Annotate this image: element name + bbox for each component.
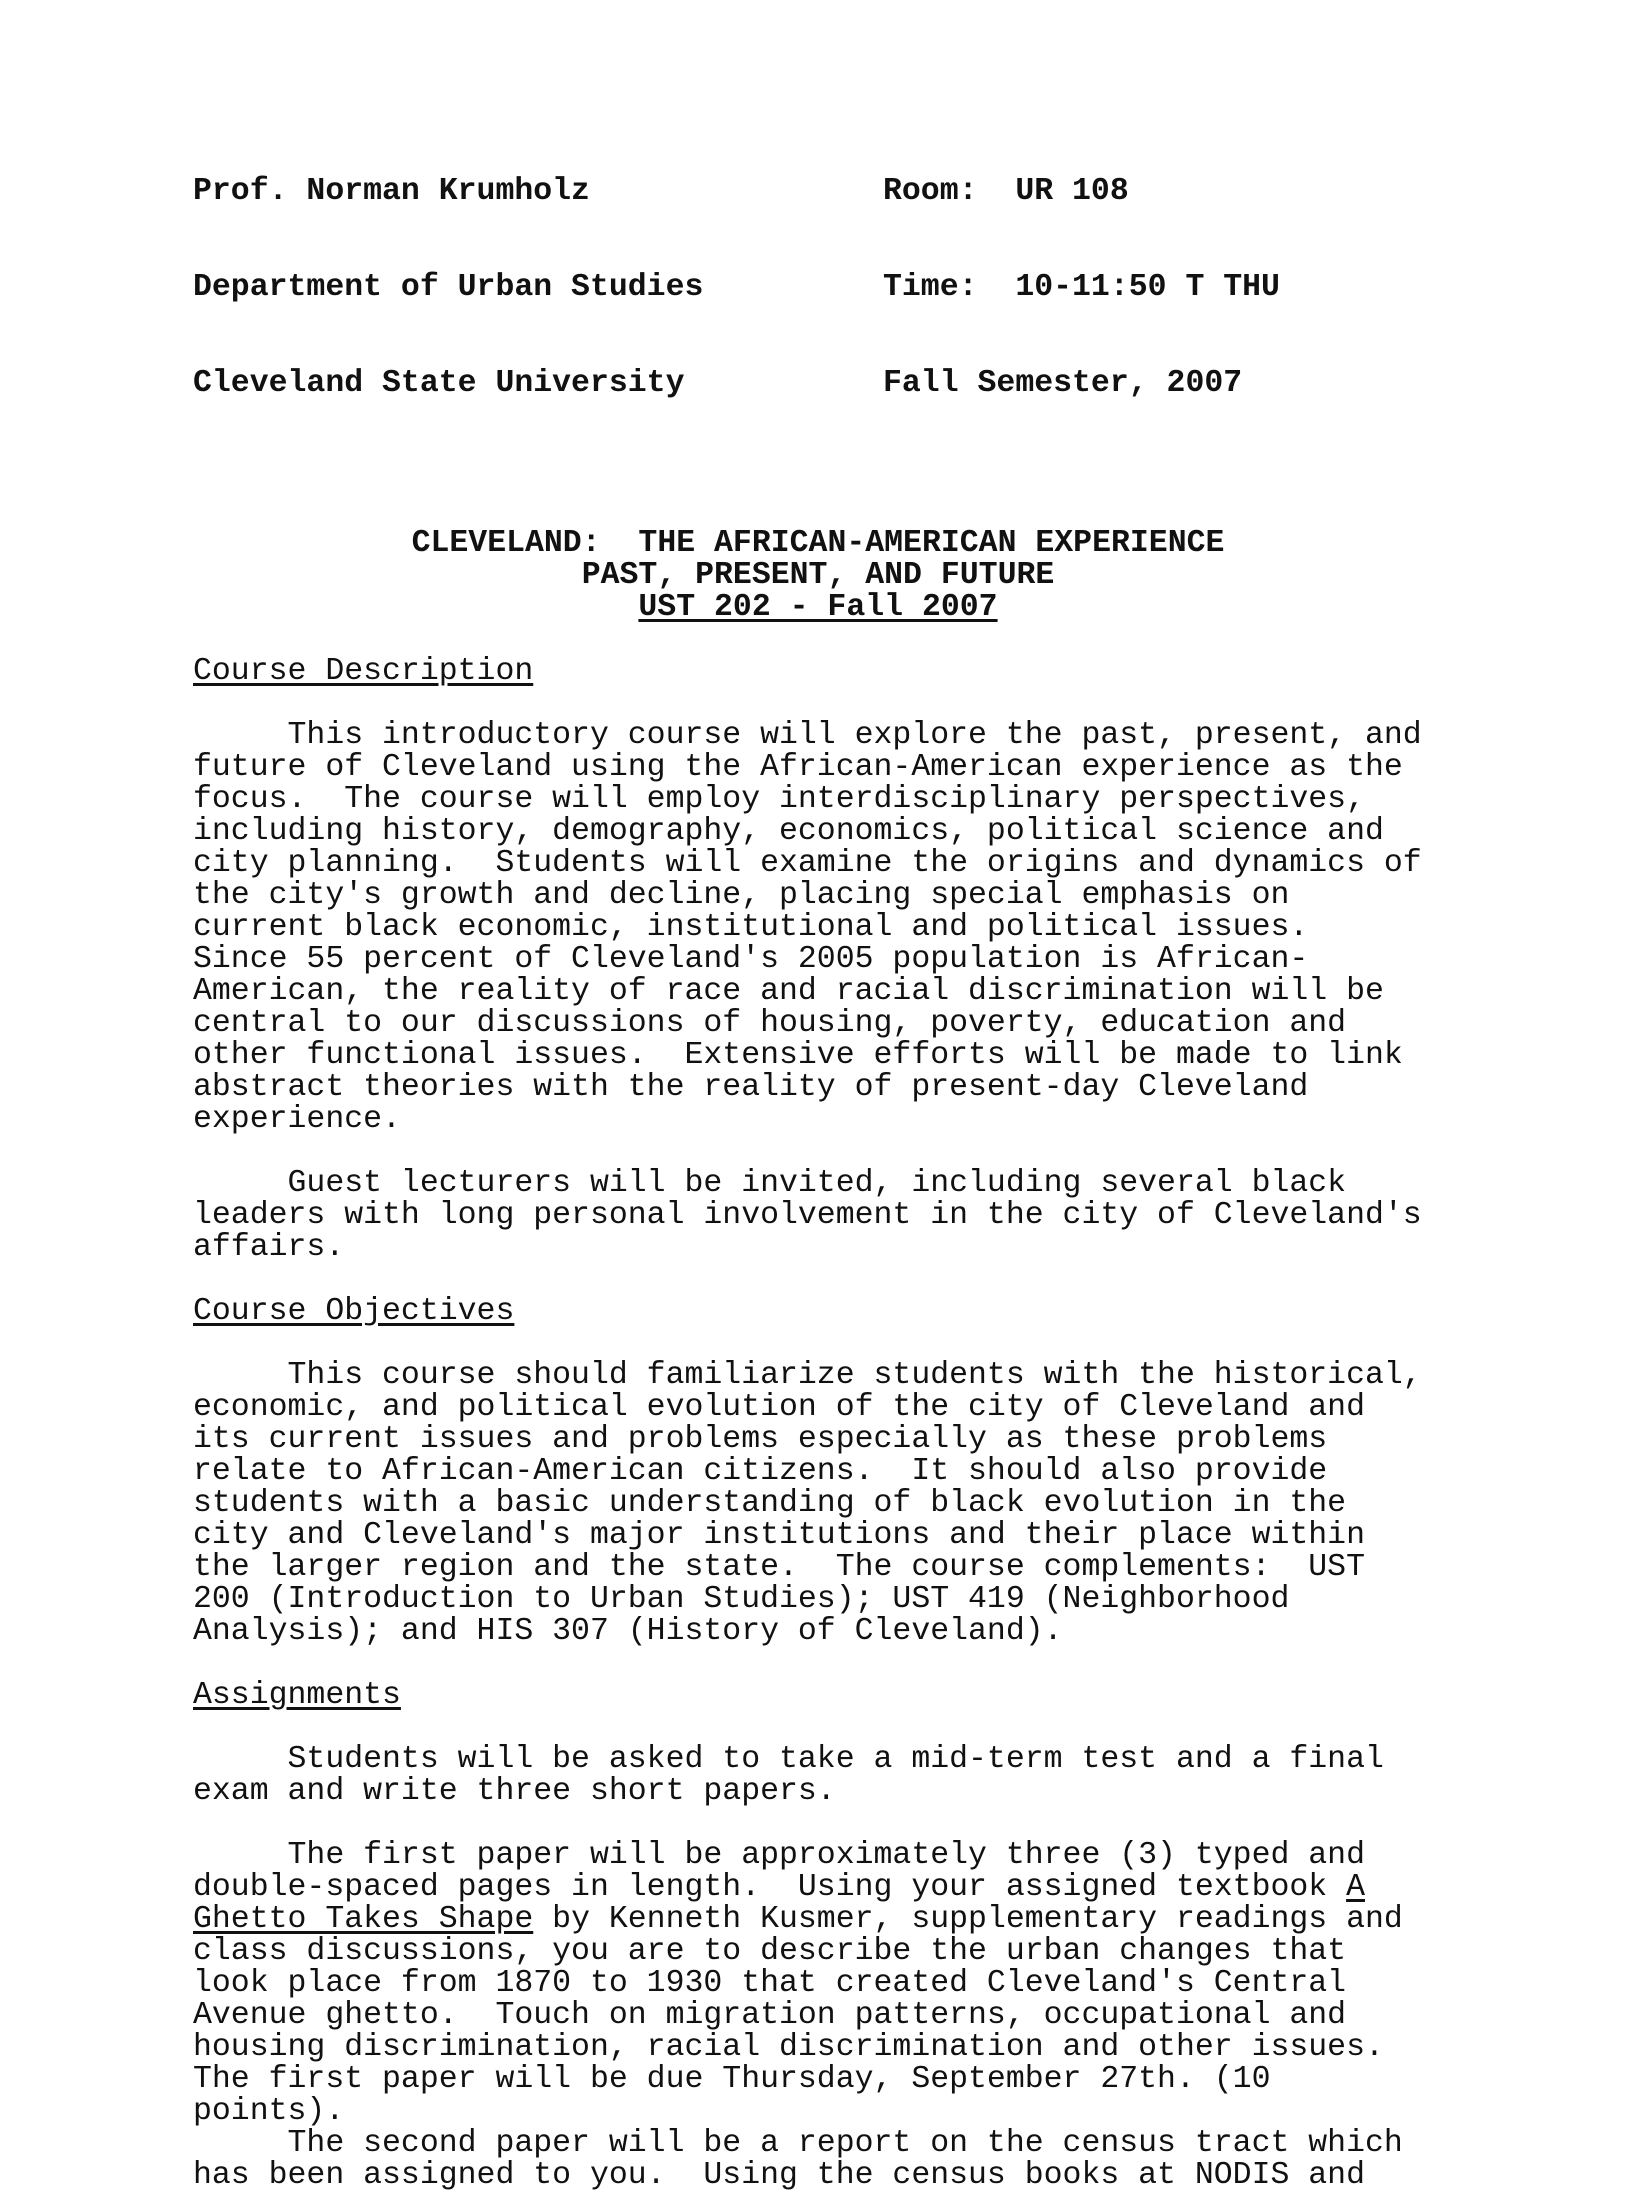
room-info: Room: UR 108 bbox=[883, 174, 1129, 209]
title-line-1: CLEVELAND: THE AFRICAN-AMERICAN EXPERIENCE bbox=[411, 526, 1225, 561]
assignments-paragraph-3: The second paper will be a report on the census tract which has been assigned to you. Using the census books at NODIS and bbox=[193, 2126, 1403, 2193]
textbook-title-part-2: Ghetto Takes Shape bbox=[193, 1902, 534, 1937]
description-paragraph-2: Guest lecturers will be invited, including several black leaders with long personal involvement in the city of Cleveland's affairs. bbox=[193, 1166, 1422, 1265]
instructor-name: Prof. Norman Krumholz bbox=[193, 174, 590, 209]
assignments-paragraph-2: The first paper will be approximately three (3) typed and double-spaced pages in length. Using your assigned textbook A Ghetto Takes Shape by Kenneth Kusmer, supplementary readings and class discussions, you are to describe the urban changes that look place from 1870 to 1930 that created Cleveland's Central Avenue ghetto. Touch on migration patterns, occupational and housing discrimination, racial discrimination and other issues. The first paper will be due Thursday, September 27th. (10 points). bbox=[193, 1838, 1403, 2129]
syllabus-page bbox=[193, 112, 1493, 2192]
time-info: Time: 10-11:50 T THU bbox=[883, 270, 1280, 305]
section-heading-description: Course Description bbox=[193, 654, 534, 689]
course-header bbox=[193, 112, 1493, 464]
university-name: Cleveland State University bbox=[193, 366, 685, 401]
description-paragraph-1: This introductory course will explore the past, present, and future of Cleveland using the African-American experience as the focus. The course will employ interdisciplinary perspectives, including history, demography, economics, political science and city planning. Students will examine the origins and dynamics of the city's growth and decline, placing special emphasis on current black economic, institutional and political issues. Since 55 percent of Cleveland's 2005 population is African- American, the reality of race and racial discrimination will be central to our discussions of housing, poverty, education and other functional issues. Extensive efforts will be made to link abstract theories with the reality of present-day Cleveland experience. bbox=[193, 718, 1422, 1137]
schedule-info bbox=[883, 112, 1280, 464]
department-name: Department of Urban Studies bbox=[193, 270, 704, 305]
section-heading-assignments: Assignments bbox=[193, 1678, 401, 1713]
textbook-title-part-1: A bbox=[1346, 1870, 1365, 1905]
assignments-paragraph-1: Students will be asked to take a mid-term test and a final exam and write three short papers. bbox=[193, 1742, 1384, 1809]
course-code: UST 202 - Fall 2007 bbox=[638, 590, 998, 625]
title-line-2: PAST, PRESENT, AND FUTURE bbox=[581, 558, 1055, 593]
instructor-info bbox=[193, 112, 883, 464]
semester-info: Fall Semester, 2007 bbox=[883, 366, 1243, 401]
section-heading-objectives: Course Objectives bbox=[193, 1294, 515, 1329]
objectives-paragraph-1: This course should familiarize students with the historical, economic, and political evolution of the city of Cleveland and its current issues and problems especially as these problems relate to African-American citizens. It should also provide students with a basic understanding of black evolution in the city and Cleveland's major institutions and their place within the larger region and the state. The course complements: UST 200 (Introduction to Urban Studies); UST 419 (Neighborhood Analysis); and HIS 307 (History of Cleveland). bbox=[193, 1358, 1422, 1649]
course-title bbox=[193, 528, 1443, 624]
